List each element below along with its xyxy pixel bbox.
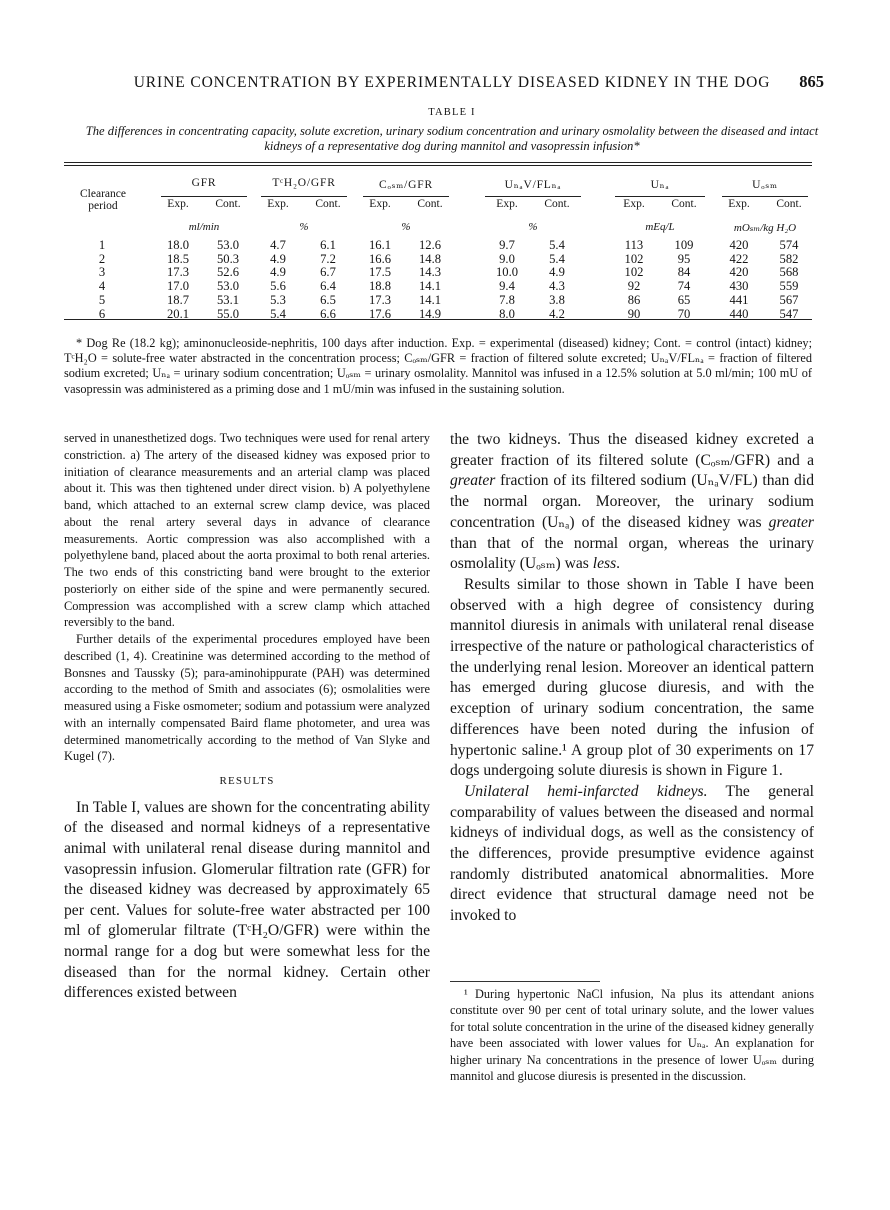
table-cell: 4.9	[270, 265, 286, 280]
column-unit: %	[401, 221, 411, 233]
table-label: TABLE I	[428, 107, 476, 118]
table-cell: 4	[98, 279, 106, 294]
table-cell: 441	[729, 292, 749, 307]
table-cell: 55.0	[216, 306, 240, 321]
table-cell: 430	[729, 279, 749, 294]
table-cell: 14.9	[418, 306, 442, 321]
table-cell: 547	[779, 306, 799, 321]
table-cell: 5.4	[549, 251, 565, 266]
table-cell: 113	[624, 238, 644, 252]
table-cell: 559	[779, 279, 799, 294]
table-cell: 17.6	[368, 306, 392, 321]
text-run: than that of the normal organ, whereas the urinary osmolality (Uₒₛₘ) was	[450, 534, 814, 573]
column-group-header: Cₒₛₘ/GFR	[379, 179, 433, 191]
emphasis: greater	[768, 513, 814, 531]
table-cell: 20.1	[166, 306, 190, 321]
table-cell: 6.6	[320, 306, 336, 321]
table-cell: 4.9	[270, 251, 286, 266]
table-cell: 6.4	[320, 279, 336, 294]
column-subheader: Exp.	[496, 198, 518, 210]
table-cell: 440	[729, 306, 749, 321]
table-cell: 102	[624, 251, 644, 266]
table-cell: 582	[779, 251, 799, 266]
column-group-underline	[161, 196, 247, 197]
table-cell: 7.8	[499, 292, 515, 307]
table-cell: 9.7	[499, 238, 515, 252]
table-cell: 4.9	[549, 265, 565, 280]
column-unit: %	[528, 221, 538, 233]
text-run: the two kidneys. Thus the diseased kidney excreted a greater fraction of its filtered solute (Cₒₛₘ/GFR) and a	[450, 431, 814, 469]
column-subheader: Cont.	[671, 198, 697, 210]
text-run: fraction of its filtered sodium (UₙₐV/FL) than did the normal organ. Moreover, the urinary sodium concentration (Uₙₐ) of the diseased kidney was	[450, 472, 814, 531]
left-paragraph-methods: served in unanesthetized dogs. Two techniques were used for renal artery constriction. a) The artery of the diseased kidney was exposed prior to initiation of clearance measurements and an arterial clamp was placed about it. This was then tightened under direct vision. b) A polyethylene band, which attached to an external screw clamp device, was placed about the renal artery several days in advance of clearance measurements. Aortic compression was also accomplished with a polyethylene band, placed about the aorta proximal to both renal arteries. The two ends of this constricting band were brought to the exterior posteriorly on either side of the spine and were permanently secured. Compression was accomplished with a screw clamp which attached reversibly to the band.	[64, 431, 430, 630]
table-cell: 65	[677, 292, 691, 307]
table-cell: 2	[98, 251, 106, 266]
column-unit: %	[299, 221, 309, 233]
table-cell: 16.1	[368, 238, 392, 252]
right-paragraph-hemi-infarcted	[450, 782, 814, 927]
right-column	[450, 430, 814, 927]
table-cell: 422	[729, 251, 749, 266]
right-paragraph-differences	[450, 430, 814, 575]
table-cell: 14.3	[418, 265, 442, 280]
table-cell: 109	[674, 238, 694, 252]
table-cell: 18.0	[166, 238, 190, 252]
table-top-rule	[64, 162, 812, 163]
table-cell: 4.7	[270, 238, 286, 252]
table-cell: 5.4	[549, 238, 565, 252]
column-group-header: Uₙₐ	[650, 179, 670, 191]
table-row	[64, 252, 812, 266]
table-cell: 17.5	[368, 265, 392, 280]
column-group-underline	[363, 196, 449, 197]
clearance-period-header: Clearance period	[80, 188, 126, 212]
table-bottom-rule	[64, 319, 812, 320]
column-group-header: GFR	[191, 177, 217, 189]
table-cell: 74	[677, 279, 691, 294]
table-top-rule-inner	[64, 165, 812, 166]
table-cell: 6.5	[320, 292, 336, 307]
table-cell: 16.6	[368, 251, 392, 266]
table-cell: 6.7	[320, 265, 336, 280]
table-cell: 102	[624, 265, 644, 280]
column-unit: mOₛₘ/kg H₂O	[733, 222, 797, 234]
table-cell: 52.6	[216, 265, 240, 280]
table-cell: 18.8	[368, 279, 392, 294]
table-cell: 9.0	[499, 251, 515, 266]
column-subheader: Exp.	[623, 198, 645, 210]
text-run: The general comparability of values between the diseased and normal kidneys of individual dogs, as well as the consistency of the differences, provide presumptive evidence against randomly distributed anatomical abnormalities. More direct evidence that structural damage need not be invoked to	[450, 782, 814, 925]
column-subheader: Exp.	[728, 198, 750, 210]
column-group-header: UₙₐV/FLₙₐ	[504, 179, 562, 191]
table-cell: 8.0	[499, 306, 515, 321]
table-cell: 86	[627, 292, 641, 307]
column-subheader: Exp.	[369, 198, 391, 210]
table-cell: 6	[98, 306, 106, 321]
column-group-underline	[615, 196, 705, 197]
column-subheader: Cont.	[776, 198, 802, 210]
table-cell: 4.3	[549, 279, 565, 294]
left-paragraph-procedures: Further details of the experimental procedures employed have been described (1, 4). Creatinine was determined according to the method of Bonsnes and Taussky (5); para-aminohippurate (PAH) was determined according to the method of Smith and associates (6); osmolalities were measured using a Fiske osmometer; sodium and potassium were analyzed with an internally compensated Baird flame photometer, and urea was determined manometrically according to the method of Van Slyke and Kugel (7).	[64, 632, 430, 764]
table-cell: 9.4	[499, 279, 515, 294]
table-caption: The differences in concentrating capacity, solute excretion, urinary sodium concentration and urinary osmolality between the diseased and intact kidneys of a representative dog during mannitol and vasopressin infusion*	[85, 124, 819, 153]
table-cell: 3.8	[549, 292, 565, 307]
table-cell: 574	[779, 238, 799, 252]
table-row	[64, 293, 812, 307]
emphasis: less	[592, 555, 617, 573]
column-group-header: TᶜH₂O/GFR	[272, 177, 336, 189]
table-cell: 14.1	[418, 292, 442, 307]
left-column	[64, 430, 430, 1004]
column-group-underline	[261, 196, 347, 197]
table-cell: 5	[98, 292, 106, 307]
column-subheader: Exp.	[267, 198, 289, 210]
table-cell: 12.6	[418, 238, 442, 252]
table-cell: 18.7	[166, 292, 190, 307]
table-cell: 17.3	[166, 265, 190, 280]
column-subheader: Exp.	[167, 198, 189, 210]
table-cell: 17.0	[166, 279, 190, 294]
table-cell: 5.4	[270, 306, 286, 321]
results-heading: RESULTS	[219, 775, 275, 787]
table-cell: 92	[627, 279, 641, 294]
column-unit: ml/min	[188, 221, 220, 233]
table-cell: 14.1	[418, 279, 442, 294]
footnote: ¹ During hypertonic NaCl infusion, Na plus its attendant anions constitute over 90 per cent of total urinary solute, and the lower values for total solute concentration in the urine of the diseased kidney generally have been associated with lower values for Uₙₐ. An explanation for higher urinary Na concentrations in the presence of lower Uₒₛₘ during mannitol and glucose diuresis is presented in the discussion.	[450, 987, 814, 1084]
table-cell: 10.0	[495, 265, 519, 280]
table-cell: 70	[677, 306, 691, 321]
table-cell: 5.3	[270, 292, 286, 307]
right-paragraph-results-similar: Results similar to those shown in Table I have been observed with a high degree of consistency during mannitol diuresis in animals with unilateral renal disease irrespective of the nature or pathological characteristics of the underlying renal lesion. Moreover an identical pattern has emerged during glucose diuresis, and with the exception of urinary sodium concentration, the same differences have been noted during the infusion of hypertonic saline.¹ A group plot of 30 experiments on 17 dogs undergoing solute diuresis is shown in Figure 1.	[450, 575, 814, 780]
column-group-underline	[485, 196, 581, 197]
table-cell: 6.1	[320, 238, 336, 252]
text-run: .	[616, 555, 621, 573]
column-subheader: Cont.	[544, 198, 570, 210]
left-paragraph-results: In Table I, values are shown for the concentrating ability of the diseased and normal kidneys of a representative animal with unilateral renal disease during mannitol and vasopressin infusion. Glomerular filtration rate (GFR) for the diseased kidney was decreased by approximately 65 per cent. Values for solute-free water abstracted per 100 ml of glomerular filtrate (TᶜH₂O/GFR) were within the normal range for a dog but were somewhat less for the diseased than for the normal kidney. Certain other differences existed between	[64, 798, 430, 1002]
table-cell: 14.8	[418, 251, 442, 266]
table-cell: 1	[98, 238, 106, 252]
table-footnote: * Dog Re (18.2 kg); aminonucleoside-nephritis, 100 days after induction. Exp. = experimental (diseased) kidney; Cont. = control (intact) kidney; TᶜH₂O = solute-free water abstracted in the concentration process; Cₒₛₘ/GFR = fraction of filtered solute excreted; UₙₐV/FLₙₐ = fraction of filtered sodium excreted; Uₙₐ = urinary sodium concentration; Uₒₛₘ = urinary osmolality. Mannitol was infused in a 12.5% solution at 5.0 ml/min; 100 mU of vasopressin was administered as a priming dose and 1 mU/min was infused in the sustaining solution.	[64, 336, 812, 396]
table-row	[64, 265, 812, 279]
table-cell: 568	[779, 265, 799, 280]
column-subheader: Cont.	[215, 198, 241, 210]
table-cell: 95	[677, 251, 691, 266]
table-cell: 84	[677, 265, 691, 280]
column-subheader: Cont.	[417, 198, 443, 210]
table-cell: 50.3	[216, 251, 240, 266]
table-cell: 420	[729, 238, 749, 252]
page-number: 865	[799, 72, 824, 91]
table-cell: 53.0	[216, 238, 240, 252]
column-group-header: Uₒₛₘ	[752, 179, 778, 191]
table-cell: 5.6	[270, 279, 286, 294]
footnote-rule	[450, 981, 600, 982]
table-cell: 53.1	[216, 292, 240, 307]
table-cell: 4.2	[549, 306, 565, 321]
table-cell: 17.3	[368, 292, 392, 307]
column-group-underline	[722, 196, 808, 197]
emphasis: greater	[450, 472, 496, 490]
table-cell: 420	[729, 265, 749, 280]
table-cell: 567	[779, 292, 799, 307]
table-cell: 53.0	[216, 279, 240, 294]
table-cell: 90	[627, 306, 641, 321]
column-subheader: Cont.	[315, 198, 341, 210]
table-cell: 18.5	[166, 251, 190, 266]
table-row	[64, 279, 812, 293]
running-head: URINE CONCENTRATION BY EXPERIMENTALLY DISEASED KIDNEY IN THE DOG	[133, 74, 771, 91]
table-cell: 7.2	[320, 251, 336, 266]
column-unit: mEq/L	[645, 221, 675, 233]
section-title: Unilateral hemi-infarcted kidneys.	[464, 782, 708, 800]
table-cell: 3	[98, 265, 106, 280]
table-row	[64, 238, 812, 252]
